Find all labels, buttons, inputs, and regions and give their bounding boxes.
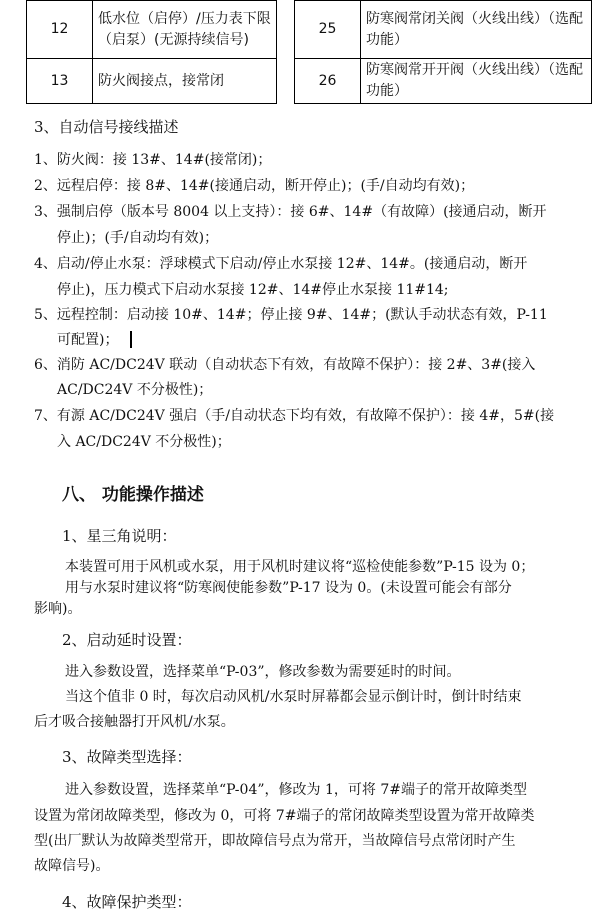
- subsection-heading: 3、故障类型选择：: [62, 748, 192, 766]
- terminal-description: 防火阀接点，接常闭: [93, 59, 277, 104]
- paragraph-line: 进入参数设置，选择菜单“P-03”，修改参数为需要延时的时间。: [65, 664, 461, 680]
- wiring-line: 停止)，压力模式下启动水泵接 12#、14#停止水泵接 11#14;: [57, 282, 449, 298]
- wiring-line: 入 AC/DC24V 不分极性)；: [57, 434, 231, 450]
- section-3-heading: 3、自动信号接线描述: [34, 118, 179, 136]
- terminal-table: [26, 0, 592, 104]
- paragraph-line: 当这个值非 0 时，每次启动风机/水泵时屏幕都会显示倒计时，倒计时结束: [65, 689, 522, 705]
- wiring-line: 5、远程控制：启动接 10#、14#；停止接 9#、14#；(默认手动状态有效，P-11: [34, 307, 548, 323]
- wiring-line: 停止)；(手/自动均有效)；: [57, 230, 219, 246]
- table-gap: [277, 59, 295, 104]
- wiring-line: 2、远程启停：接 8#、14#(接通启动，断开停止)；(手/自动均有效)；: [34, 178, 475, 194]
- terminal-description: 防寒阀常闭关阀（火线出线）（选配功能）: [361, 1, 592, 59]
- wiring-line: 可配置)；: [57, 332, 119, 348]
- terminal-description: 防寒阀常开开阀（火线出线）（选配功能）: [361, 59, 592, 104]
- table-row: [27, 59, 592, 104]
- wiring-line: 3、强制启停（版本号 8004 以上支持）：接 6#、14#（有故障）(接通启动，断开: [34, 204, 547, 220]
- wiring-line: 6、消防 AC/DC24V 联动（自动状态下有效，有故障不保护）：接 2#、3#(接入: [34, 357, 536, 373]
- text-cursor: [130, 331, 132, 348]
- wiring-line: AC/DC24V 不分极性)；: [57, 382, 213, 398]
- wiring-line: 7、有源 AC/DC24V 强启（手/自动状态下均有效，有故障不保护）：接 4#，5#(接: [34, 408, 555, 424]
- terminal-number: 25: [295, 1, 361, 59]
- paragraph-line: 本装置可用于风机或水泵，用于风机时建议将“巡检使能参数”P-15 设为 0；: [65, 559, 535, 575]
- paragraph-line: 影响)。: [34, 601, 82, 617]
- subsection-heading: 2、启动延时设置：: [62, 631, 192, 649]
- table-row: [27, 1, 592, 59]
- terminal-number: 12: [27, 1, 93, 59]
- subsection-heading: 4、故障保护类型：: [62, 893, 192, 911]
- paragraph-line: 故障信号)。: [34, 858, 110, 874]
- wiring-line: 1、防火阀：接 13#、14#(接常闭)；: [34, 152, 272, 168]
- paragraph-line: 后才吸合接触器打开风机/水泵。: [34, 714, 235, 730]
- terminal-description: 低水位（启停）/压力表下限（启泵）(无源持续信号): [93, 1, 277, 59]
- table-gap: [277, 1, 295, 59]
- section-8-heading: 八、 功能操作描述: [62, 485, 204, 505]
- wiring-line: 4、启动/停止水泵：浮球模式下启动/停止水泵接 12#、14#。(接通启动，断开: [34, 256, 528, 272]
- subsection-heading: 1、星三角说明：: [62, 527, 177, 545]
- terminal-number: 26: [295, 59, 361, 104]
- paragraph-line: 进入参数设置，选择菜单“P-04”，修改为 1，可将 7#端子的常开故障类型: [65, 782, 527, 798]
- paragraph-line: 用与水泵时建议将“防寒阀使能参数”P-17 设为 0。(未设置可能会有部分: [65, 580, 512, 596]
- paragraph-line: 设置为常闭故障类型，修改为 0，可将 7#端子的常闭故障类型设置为常开故障类: [34, 808, 535, 824]
- paragraph-line: 型(出厂默认为故障类型常开，即故障信号点为常开，当故障信号点常闭时产生: [34, 833, 516, 849]
- terminal-number: 13: [27, 59, 93, 104]
